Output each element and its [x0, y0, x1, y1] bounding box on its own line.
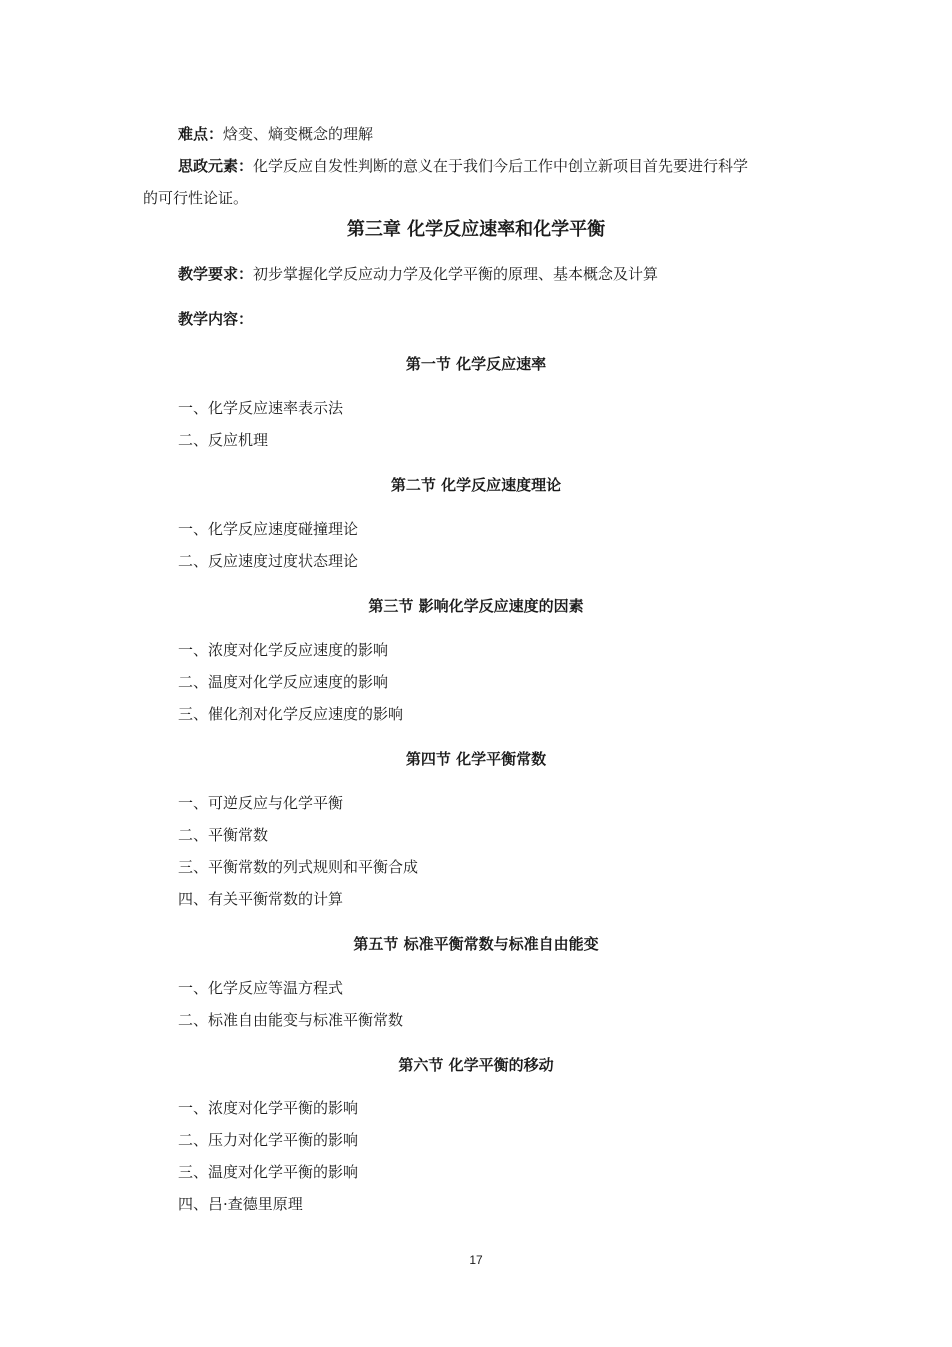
list-item: 二、反应速度过度状态理论: [178, 552, 359, 570]
ideology-line: [178, 156, 748, 176]
difficulty-label: 难点：: [178, 125, 224, 143]
list-item: 一、化学反应等温方程式: [178, 979, 344, 997]
list-item: 四、吕·查德里原理: [178, 1195, 303, 1213]
list-item: 一、可逆反应与化学平衡: [178, 794, 344, 812]
section-title: 第四节 化学平衡常数: [405, 750, 547, 768]
requirement-line: [178, 264, 658, 284]
list-item: 二、温度对化学反应速度的影响: [178, 673, 389, 691]
difficulty-line: [178, 124, 373, 144]
requirement-text: 初步掌握化学反应动力学及化学平衡的原理、基本概念及计算: [253, 265, 659, 283]
section-title: 第一节 化学反应速率: [405, 355, 547, 373]
section-title: 第三节 影响化学反应速度的因素: [368, 597, 584, 615]
list-item: 三、平衡常数的列式规则和平衡合成: [178, 858, 419, 876]
chapter-title: 第三章 化学反应速率和化学平衡: [346, 219, 606, 240]
ideology-label: 思政元素：: [178, 157, 254, 175]
list-item: 二、反应机理: [178, 431, 269, 449]
list-item: 三、温度对化学平衡的影响: [178, 1163, 359, 1181]
section-title: 第二节 化学反应速度理论: [390, 476, 562, 494]
section-title: 第六节 化学平衡的移动: [398, 1056, 554, 1074]
list-item: 二、压力对化学平衡的影响: [178, 1131, 359, 1149]
list-item: 三、催化剂对化学反应速度的影响: [178, 705, 404, 723]
ideology-text-continued: 的可行性论证。: [143, 189, 249, 207]
requirement-label: 教学要求：: [178, 265, 254, 283]
ideology-text: 化学反应自发性判断的意义在于我们今后工作中创立新项目首先要进行科学: [253, 157, 749, 175]
page-number: 17: [469, 1253, 483, 1267]
list-item: 一、化学反应速率表示法: [178, 399, 344, 417]
section-title: 第五节 标准平衡常数与标准自由能变: [353, 935, 599, 953]
list-item: 一、化学反应速度碰撞理论: [178, 520, 359, 538]
list-item: 一、浓度对化学反应速度的影响: [178, 641, 389, 659]
list-item: 二、标准自由能变与标准平衡常数: [178, 1011, 404, 1029]
list-item: 二、平衡常数: [178, 826, 269, 844]
content-label: 教学内容：: [178, 310, 254, 328]
list-item: 四、有关平衡常数的计算: [178, 890, 344, 908]
list-item: 一、浓度对化学平衡的影响: [178, 1099, 359, 1117]
difficulty-text: 焓变、熵变概念的理解: [223, 125, 374, 143]
